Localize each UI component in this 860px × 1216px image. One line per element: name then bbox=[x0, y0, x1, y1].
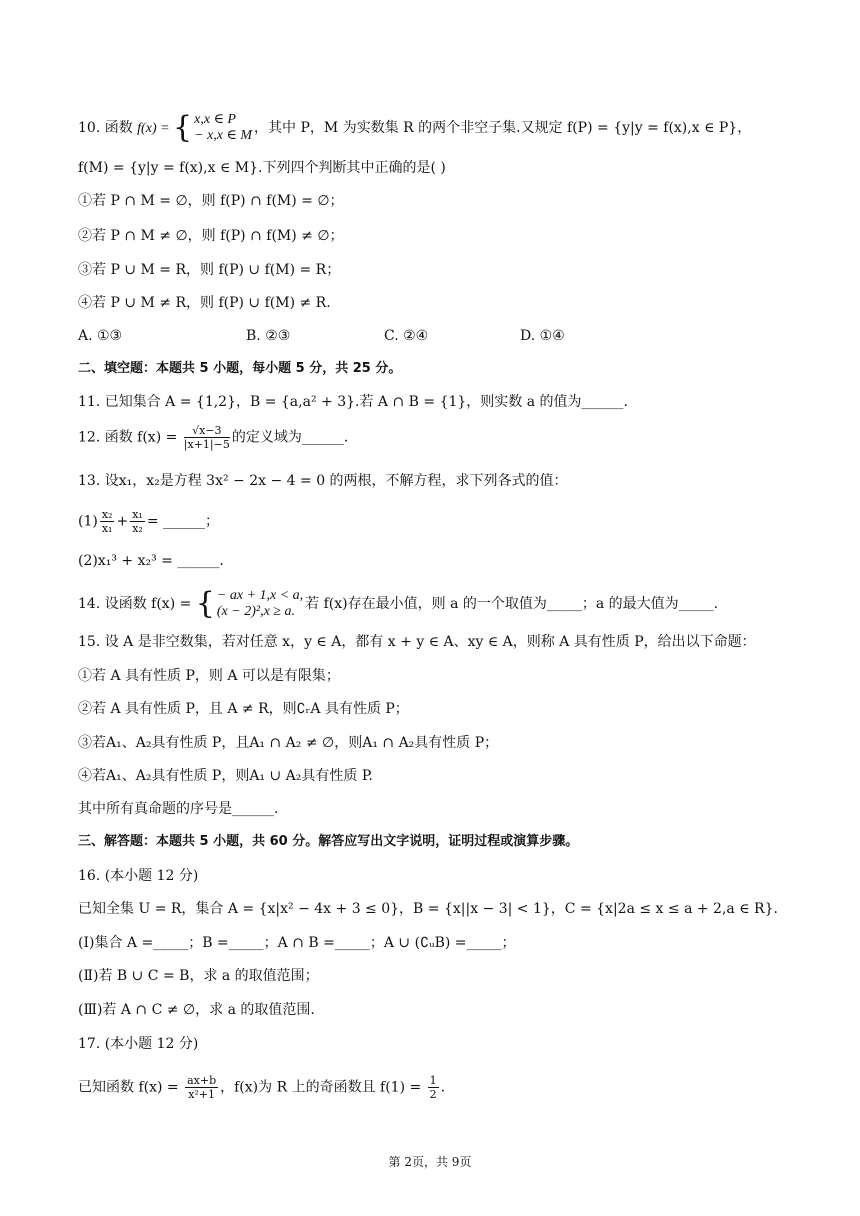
q17-fraction bbox=[185, 1074, 218, 1101]
q13-part1 bbox=[78, 508, 219, 535]
q10-item-3: ③若 P ∪ M = R，则 f(P) ∪ f(M) = R； bbox=[78, 262, 341, 278]
q10-item-2: ②若 P ∩ M ≠ ∅，则 f(P) ∩ f(M) ≠ ∅； bbox=[78, 228, 344, 244]
q14 bbox=[78, 588, 718, 620]
q13-stem: 13. 设x₁，x₂是方程 3x² − 2x − 4 = 0 的两根，不解方程，求下列各式的值： bbox=[78, 473, 568, 489]
q10-item-1: ①若 P ∩ M = ∅，则 f(P) ∩ f(M) = ∅； bbox=[78, 193, 344, 209]
q15-item-2: ②若 A 具有性质 P，且 A ≠ R，则∁ᵣA 具有性质 P； bbox=[78, 701, 409, 717]
q10-prefix: 10. 函数 bbox=[78, 120, 138, 136]
q10-options bbox=[78, 326, 565, 346]
q13-p1-tail: = ______； bbox=[146, 513, 220, 530]
q16-stem: 已知全集 U = R，集合 A = {x|x² − 4x + 3 ≤ 0}，B = {x||x − 3| < 1}，C = {x|2a ≤ x ≤ a + 2,a ∈ R}. bbox=[78, 901, 778, 917]
q13-part2: (2)x₁³ + x₂³ = ______. bbox=[78, 553, 224, 569]
q17-end: . bbox=[440, 1079, 446, 1096]
page-footer: 第 2页，共 9页 bbox=[388, 1155, 472, 1169]
q10-case2: − x,x ∈ M bbox=[194, 128, 253, 143]
section3-heading: 三、解答题：本题共 5 小题，共 60 分。解答应写出文字说明，证明过程或演算步骤。 bbox=[78, 834, 579, 849]
q16-part3: (Ⅲ)若 A ∩ C ≠ ∅，求 a 的取值范围. bbox=[78, 1002, 315, 1018]
q13-f1-num: x₂ bbox=[101, 508, 113, 521]
q10-line2: f(M) = {y|y = f(x),x ∈ M}.下列四个判断其中正确的是( ) bbox=[78, 160, 446, 176]
q12-denominator: |x+1|−5 bbox=[183, 438, 230, 451]
q10-option-d: D. ①④ bbox=[520, 328, 565, 344]
q13-plus: + bbox=[116, 513, 129, 530]
q17-stem bbox=[78, 1074, 445, 1101]
q12-prefix: 12. 函数 f(x) = bbox=[78, 429, 182, 446]
q10-option-b: B. ②③ bbox=[246, 328, 291, 344]
q10-case1: x,x ∈ P bbox=[194, 112, 236, 127]
q10-item-4: ④若 P ∪ M ≠ R，则 f(P) ∪ f(M) ≠ R. bbox=[78, 295, 331, 311]
q14-brace: { bbox=[195, 586, 215, 621]
q13-f2-den: x₂ bbox=[132, 522, 143, 535]
q12-numerator: √x−3 bbox=[184, 424, 230, 438]
q14-case1: − ax + 1,x < a, bbox=[216, 588, 304, 603]
q15-item-4: ④若A₁、A₂具有性质 P，则A₁ ∪ A₂具有性质 P. bbox=[78, 768, 373, 784]
q12-fraction bbox=[184, 424, 230, 451]
q17-head: 17. (本小题 12 分) bbox=[78, 1036, 199, 1052]
q15-item-3: ③若A₁、A₂具有性质 P，且A₁ ∩ A₂ ≠ ∅，则A₁ ∩ A₂具有性质 P； bbox=[78, 735, 499, 751]
q15-stem: 15. 设 A 是非空数集，若对任意 x，y ∈ A，都有 x + y ∈ A、xy ∈ A，则称 A 具有性质 P，给出以下命题： bbox=[78, 634, 756, 650]
q17-half bbox=[428, 1074, 439, 1101]
q10-option-c: C. ②④ bbox=[384, 328, 429, 344]
q12 bbox=[78, 424, 348, 451]
q14-prefix: 14. 设函数 f(x) = bbox=[78, 596, 196, 612]
q10-fx: f(x) = bbox=[137, 121, 174, 136]
q10-option-a: A. ①③ bbox=[78, 328, 123, 344]
q17-denominator: x²+1 bbox=[188, 1088, 216, 1101]
q17-half-num: 1 bbox=[429, 1074, 437, 1087]
q13-fraction-2 bbox=[130, 508, 145, 535]
q13-f1-den: x₁ bbox=[101, 522, 113, 535]
q17-prefix: 已知函数 f(x) = bbox=[78, 1079, 184, 1096]
q15-tail: 其中所有真命题的序号是______. bbox=[78, 801, 279, 817]
q16-part2: (Ⅱ)若 B ∪ C = B，求 a 的取值范围； bbox=[78, 968, 319, 984]
q14-suffix: 若 f(x)存在最小值，则 a 的一个取值为_____；a 的最大值为_____. bbox=[305, 596, 719, 612]
q14-case2: (x − 2)²,x ≥ a. bbox=[216, 604, 295, 619]
q10-brace: { bbox=[173, 110, 193, 145]
q17-half-den: 2 bbox=[429, 1088, 437, 1101]
q12-suffix: 的定义域为______. bbox=[231, 429, 349, 446]
q10-rest: ，其中 P，M 为实数集 R 的两个非空子集.又规定 f(P) = {y|y = f(x),x ∈ P}， bbox=[254, 120, 752, 136]
q13-f2-num: x₁ bbox=[132, 508, 143, 521]
section2-heading: 二、填空题：本题共 5 小题，每小题 5 分，共 25 分。 bbox=[78, 361, 402, 376]
q14-piecewise bbox=[217, 588, 303, 620]
q17-numerator: ax+b bbox=[187, 1074, 217, 1087]
q11: 11. 已知集合 A = {1,2}，B = {a,a² + 3}.若 A ∩ B = {1}，则实数 a 的值为______. bbox=[78, 394, 628, 410]
q10-line1 bbox=[78, 112, 751, 144]
q16-head: 16. (本小题 12 分) bbox=[78, 868, 199, 884]
q16-part1: (Ⅰ)集合 A =_____；B =_____；A ∩ B =_____；A ∪ (∁ᵤB) =_____； bbox=[78, 935, 516, 951]
q15-item-1: ①若 A 具有性质 P，则 A 可以是有限集； bbox=[78, 668, 340, 684]
q13-p1-label: (1) bbox=[78, 513, 98, 530]
q13-fraction-1 bbox=[100, 508, 115, 535]
q10-piecewise bbox=[194, 112, 252, 144]
q17-mid: ，f(x)为 R 上的奇函数且 f(1) = bbox=[220, 1079, 426, 1096]
